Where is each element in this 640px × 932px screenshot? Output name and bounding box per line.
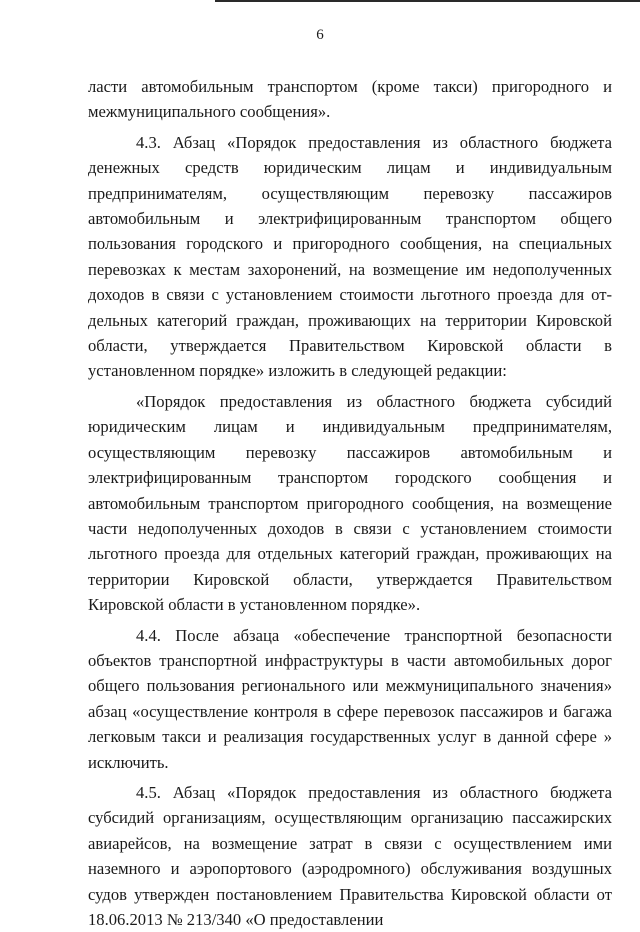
page-number: 6 [316,27,324,43]
paragraph-4-3: 4.3. Абзац «Порядок предоставления из областного бюджета денежных средств юридическим лицам и индивидуальным предпринимателям, осуществляющим перевозку пассажиров автомобильным и электрифицированным транспортом общего пользования городского и пригородного сообщения, на специальных перевозках к местам захоронений, на возмещение им недополученных доходов в связи с установлением стоимости льготного проезда для отдельных категорий граждан, проживающих на территории Кировской области, утверждается Правительством Кировской области в установленном порядке» изложить в следующей редакции: [88,132,612,381]
top-rule [215,0,640,2]
document-body [88,74,612,932]
paragraph-4-3-new-wording: «Порядок предоставления из областного бюджета субсидий юридическим лицам и индивидуальным предпринимателям, осуществляющим перевозку пассажиров автомобильным и электрифицированным транспортом городского сообщения и автомобильным транспортом пригородного сообщения, на возмещение части недополученных доходов в связи с установлением стоимости льготного проезда для отдельных категорий граждан, проживающих на территории Кировской области, утверждается Правительством Кировской области в установленном порядке». [88,391,612,615]
paragraph-4-5: 4.5. Абзац «Порядок предоставления из областного бюджета субсидий организациям, осуществляющим организацию пассажирских авиарейсов, на возмещение затрат в связи с осуществлением ими наземного и аэропортового (аэродромного) обслуживания воздушных судов утвержден постановлением Правительства Кировской области от 18.06.2013 № 213/340 «О предоставлении [88,782,612,929]
paragraph-continuation: ласти автомобильным транспортом (кроме такси) пригородного и межмуниципального сообщения». [88,77,612,122]
paragraph-4-4: 4.4. После абзаца «обеспечение транспортной безопасности объектов транспортной инфраструктуры в части автомобильных дорог общего пользования регионального или межмуниципального значения» абзац «осуществление контроля в сфере перевозок пассажиров и багажа легковым такси и реализация государственных услуг в данной сфере » исключить. [88,625,612,772]
